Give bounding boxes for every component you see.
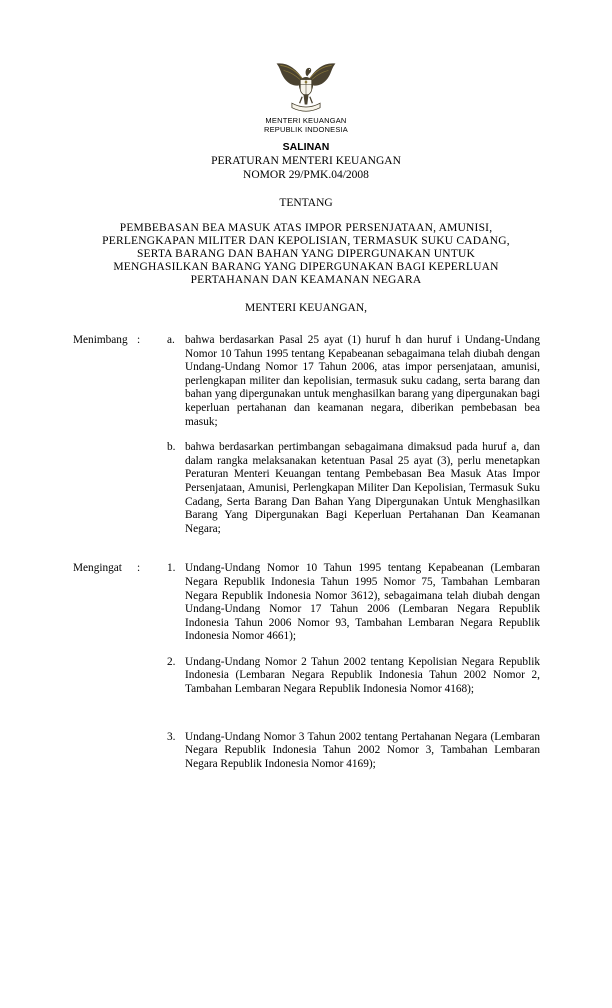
clause-row bbox=[73, 731, 540, 772]
section-colon-empty bbox=[137, 441, 167, 536]
document-title-line: PERTAHANAN DAN KEAMANAN NEGARA bbox=[190, 274, 422, 286]
section-label-empty bbox=[73, 656, 137, 697]
section-colon-empty bbox=[137, 656, 167, 697]
document-header bbox=[0, 0, 612, 315]
section-colon: : bbox=[137, 562, 141, 575]
clause-row bbox=[73, 656, 540, 697]
section-menimbang bbox=[73, 334, 540, 536]
item-text: bahwa berdasarkan Pasal 25 ayat (1) huruf h dan huruf i Undang-Undang Nomor 10 Tahun 1995 tentang Kepabeanan sebagaimana telah diubah dengan Undang-Undang Nomor 17 Tahun 2006, atas impor persenjataan, amunisi, perlengkapan militer dan kepolisian, termasuk suku cadang, serta barang dan bahan yang dipergunakan untuk menghasilkan barang yang dipergunakan bagi keperluan pertahanan dan keamanan negara, diberikan pembebasan bea masuk; bbox=[185, 334, 540, 428]
section-label-empty bbox=[73, 441, 137, 536]
section-label: Menimbang bbox=[73, 334, 128, 346]
clause-row bbox=[73, 562, 540, 644]
item-marker: 3. bbox=[167, 730, 176, 743]
item-marker: 1. bbox=[167, 562, 176, 575]
item-text: bahwa berdasarkan pertimbangan sebagaimana dimaksud pada huruf a, dan dalam rangka melaksanakan ketentuan Pasal 25 ayat (3), perlu menetapkan Peraturan Menteri Keuangan tentang Pembebasan Bea Masuk Atas Impor Persenjataan, Amunisi, Perlengkapan Militer Dan Kepolisian, Termasuk Suku Cadang, Serta Barang Dan Bahan Yang Dipergunakan Untuk Menghasilkan Barang Yang Dipergunakan Bagi Keperluan Pertahanan Dan Keamanan Negara; bbox=[185, 441, 540, 535]
document-title-line: MENGHASILKAN BARANG YANG DIPERGUNAKAN BAGI KEPERLUAN bbox=[113, 261, 499, 273]
document-title bbox=[0, 222, 612, 287]
document-title-line: PERLENGKAPAN MILITER DAN KEPOLISIAN, TERMASUK SUKU CADANG, bbox=[102, 235, 510, 247]
item-marker: 2. bbox=[167, 655, 176, 668]
item-text: Undang-Undang Nomor 2 Tahun 2002 tentang Kepolisian Negara Republik Indonesia (Lembaran Negara Republik Indonesia Tahun 2002 Nomor 2, Tambahan Lembaran Negara Republik Indonesia Nomor 4168); bbox=[185, 655, 540, 696]
section-colon: : bbox=[137, 334, 141, 346]
item-marker: b. bbox=[167, 441, 176, 454]
garuda-emblem-icon bbox=[274, 52, 338, 116]
item-marker: a. bbox=[167, 334, 175, 346]
item-text: Undang-Undang Nomor 10 Tahun 1995 tentang Kepabeanan (Lembaran Negara Republik Indonesia Tahun 1995 Nomor 75, Tambahan Lembaran Negara Republik Indonesia Nomor 3612), sebagaimana telah diubah dengan Undang-Undang Nomor 17 Tahun 2006 (Lembaran Negara Republik Indonesia Tahun 2006 Nomor 93, Tambahan Lembaran Negara Republik Indonesia Nomor 4661); bbox=[185, 562, 540, 643]
about-label: TENTANG bbox=[279, 197, 333, 209]
clause-row bbox=[73, 334, 540, 429]
ministry-country: REPUBLIK INDONESIA bbox=[263, 125, 349, 134]
document-type: PERATURAN MENTERI KEUANGAN bbox=[211, 155, 401, 167]
document-title-line: PEMBEBASAN BEA MASUK ATAS IMPOR PERSENJATAAN, AMUNISI, bbox=[119, 222, 493, 234]
issuer-line: MENTERI KEUANGAN, bbox=[244, 302, 367, 314]
ministry-name: MENTERI KEUANGAN bbox=[265, 116, 347, 125]
document-title-line: SERTA BARANG DAN BAHAN YANG DIPERGUNAKAN UNTUK bbox=[136, 248, 476, 260]
clause-row bbox=[73, 441, 540, 536]
section-label: Mengingat bbox=[73, 562, 122, 575]
section-label-empty bbox=[73, 731, 137, 772]
section-colon-empty bbox=[137, 731, 167, 772]
item-text: Undang-Undang Nomor 3 Tahun 2002 tentang Pertahanan Negara (Lembaran Negara Republik Indonesia Tahun 2002 Nomor 3, Tambahan Lembaran Negara Republik Indonesia Nomor 4169); bbox=[185, 730, 540, 770]
document-number: NOMOR 29/PMK.04/2008 bbox=[243, 168, 369, 181]
document-body bbox=[73, 334, 540, 771]
section-mengingat bbox=[73, 562, 540, 771]
copy-label: SALINAN bbox=[282, 141, 330, 153]
